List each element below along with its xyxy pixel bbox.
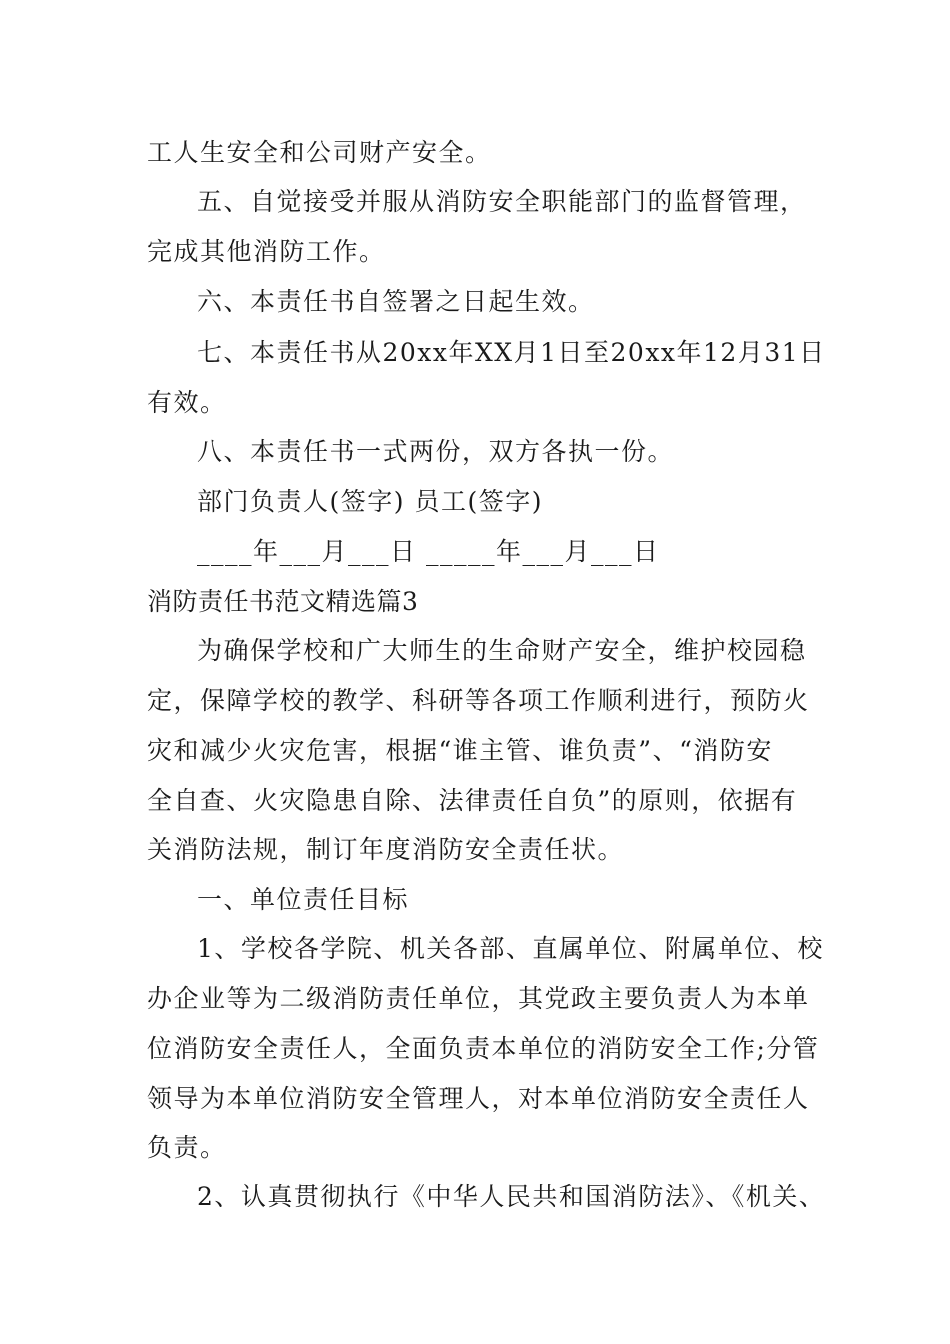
text-line: 六、本责任书自签署之日起生效。	[197, 287, 595, 316]
text-line: 灾和减少火灾危害，根据“谁主管、谁负责”、“消防安	[147, 736, 773, 765]
date-line: ____年___月___日 _____年___月___日	[197, 537, 660, 566]
text-line: 1、学校各学院、机关各部、直属单位、附属单位、校	[197, 934, 824, 963]
text-line: 办企业等为二级消防责任单位，其党政主要负责人为本单	[147, 984, 810, 1013]
text-line: 工人生安全和公司财产安全。	[147, 138, 492, 167]
text-line: 完成其他消防工作。	[147, 237, 386, 266]
text-line: 为确保学校和广大师生的生命财产安全，维护校园稳	[197, 636, 807, 665]
text-line: 领导为本单位消防安全管理人，对本单位消防安全责任人	[147, 1084, 810, 1113]
text-line: 有效。	[147, 388, 227, 417]
text-line: 七、本责任书从20xx年XX月1日至20xx年12月31日	[197, 338, 826, 367]
text-line: 八、本责任书一式两份，双方各执一份。	[197, 437, 675, 466]
signature-line: 部门负责人(签字) 员工(签字)	[197, 487, 543, 516]
text-line: 位消防安全责任人，全面负责本单位的消防安全工作;分管	[147, 1034, 820, 1063]
text-line: 全自查、火灾隐患自除、法律责任自负”的原则，依据有	[147, 786, 798, 815]
section-heading: 消防责任书范文精选篇3	[147, 587, 419, 616]
text-line: 关消防法规，制订年度消防安全责任状。	[147, 835, 625, 864]
text-line: 一、单位责任目标	[197, 885, 410, 914]
text-line: 2、认真贯彻执行《中华人民共和国消防法》、《机关、	[197, 1182, 826, 1211]
text-line: 五、自觉接受并服从消防安全职能部门的监督管理，	[197, 187, 807, 216]
text-line: 负责。	[147, 1133, 227, 1162]
text-line: 定，保障学校的教学、科研等各项工作顺利进行，预防火	[147, 686, 810, 715]
